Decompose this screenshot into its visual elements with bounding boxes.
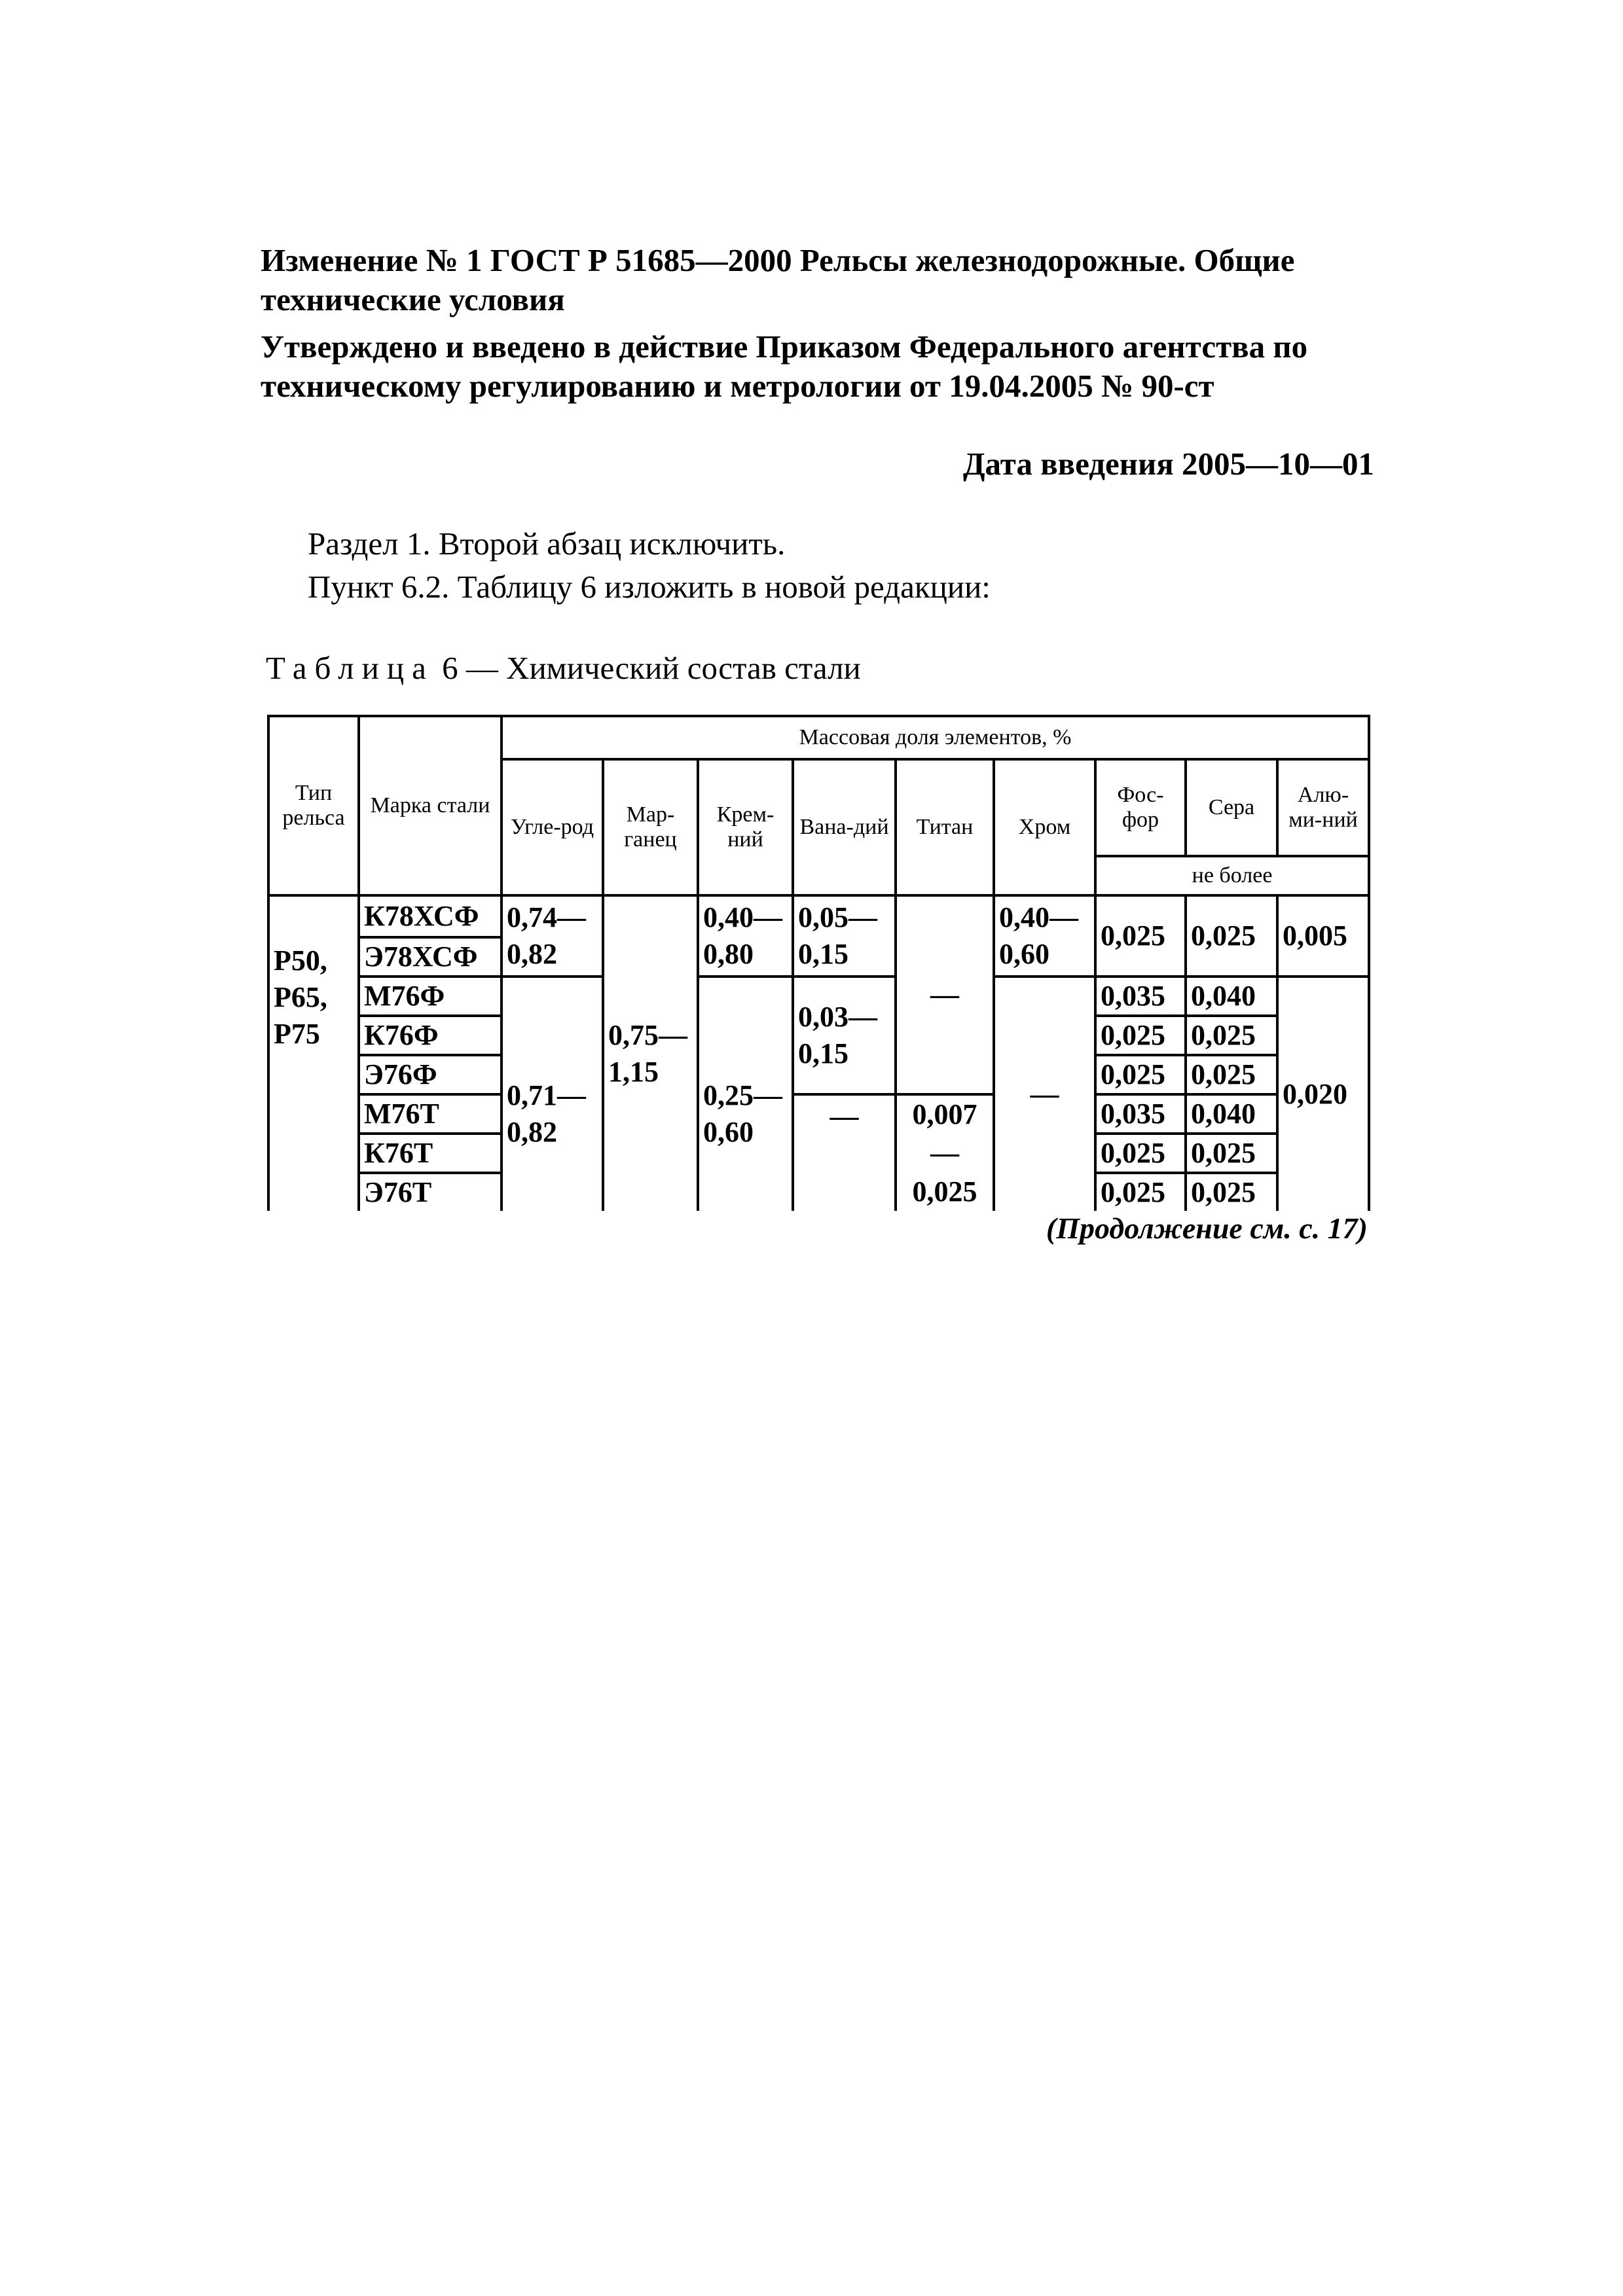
table-caption-title: 6 — Химический состав стали (433, 650, 861, 686)
cell-aluminum-hi: 0,005 (1277, 895, 1369, 977)
value-line: 0,25— (703, 1079, 782, 1111)
header-titanium: Титан (896, 759, 994, 895)
value-line: 0,74— (507, 901, 586, 933)
cell-vanadium-mid (793, 977, 896, 1094)
cell-sulfur-5: 0,040 (1186, 1094, 1277, 1134)
header-aluminum: Алю-ми-ний (1277, 759, 1369, 856)
cell-silicon-lo (698, 977, 793, 1211)
value-line: 0,05— (798, 901, 877, 933)
cell-chromium-hi (994, 895, 1095, 977)
cell-rail-types (268, 895, 359, 1211)
cell-vanadium-lo: — (793, 1094, 896, 1211)
cell-phosphorus-5: 0,035 (1095, 1094, 1186, 1134)
cell-titanium-m76t: 0,007 (896, 1094, 994, 1134)
cell-vanadium-hi (793, 895, 896, 977)
cell-carbon-lo (501, 977, 603, 1211)
rail-type-p65: Р65, (274, 981, 327, 1013)
value-line: 0,03— (798, 1001, 877, 1033)
rail-type-p50: Р50, (274, 944, 327, 977)
grade-k76f: К76Ф (359, 1016, 501, 1055)
grade-e76t: Э76Т (359, 1173, 501, 1211)
header-silicon: Крем-ний (698, 759, 793, 895)
value-line: 0,15 (798, 1037, 848, 1069)
value-line: 0,40— (999, 901, 1078, 933)
cell-titanium-hi: — (896, 895, 994, 1094)
cell-sulfur-1: 0,025 (1186, 895, 1277, 977)
cell-aluminum-lo: 0,020 (1277, 977, 1369, 1211)
rail-type-p75: Р75 (274, 1018, 320, 1050)
value-line: 0,82 (507, 938, 557, 970)
cell-phosphorus-7: 0,025 (1095, 1173, 1186, 1211)
value-line: 0,75— (608, 1019, 687, 1051)
grade-k78xsf: К78ХСФ (359, 895, 501, 937)
value-line: 0,15 (798, 938, 848, 970)
cell-sulfur-2: 0,040 (1186, 977, 1277, 1016)
paragraph-section-1: Раздел 1. Второй абзац исключить. (308, 526, 786, 562)
cell-sulfur-7: 0,025 (1186, 1173, 1277, 1211)
value-line: 0,71— (507, 1079, 586, 1111)
header-not-more: не более (1095, 856, 1369, 895)
cell-manganese (603, 895, 698, 1211)
grade-m76t: М76Т (359, 1094, 501, 1134)
grade-m76f: М76Ф (359, 977, 501, 1016)
header-rail-type: Тип рельса (268, 716, 359, 895)
value-line: 0,82 (507, 1116, 557, 1148)
effective-date: Дата введения 2005—10—01 (962, 446, 1374, 482)
cell-carbon-hi (501, 895, 603, 977)
table-caption-label: Таблица (266, 650, 434, 686)
header-steel-grade: Марка стали (359, 716, 501, 895)
value-line: 0,60 (703, 1116, 754, 1148)
cell-titanium-k76t: — (896, 1134, 994, 1173)
grade-k76t: К76Т (359, 1134, 501, 1173)
header-sulfur: Сера (1186, 759, 1277, 856)
cell-phosphorus-6: 0,025 (1095, 1134, 1186, 1173)
cell-phosphorus-3: 0,025 (1095, 1016, 1186, 1055)
header-vanadium: Вана-дий (793, 759, 896, 895)
cell-silicon-hi (698, 895, 793, 977)
header-manganese: Мар-ганец (603, 759, 698, 895)
table-caption (266, 649, 861, 687)
chemical-composition-table (267, 715, 1370, 1211)
header-chromium: Хром (994, 759, 1095, 895)
grade-e78xsf: Э78ХСФ (359, 937, 501, 977)
cell-sulfur-6: 0,025 (1186, 1134, 1277, 1173)
continuation-note: (Продолжение см. с. 17) (1046, 1211, 1368, 1245)
cell-chromium-lo: — (994, 977, 1095, 1211)
cell-phosphorus-1: 0,025 (1095, 895, 1186, 977)
header-mass-fraction: Массовая доля элементов, % (501, 716, 1369, 759)
value-line: 0,40— (703, 901, 782, 933)
value-line: 1,15 (608, 1056, 659, 1088)
value-line: 0,60 (999, 938, 1049, 970)
cell-sulfur-4: 0,025 (1186, 1055, 1277, 1094)
cell-phosphorus-2: 0,035 (1095, 977, 1186, 1016)
header-carbon: Угле-род (501, 759, 603, 895)
change-title: Изменение № 1 ГОСТ Р 51685—2000 Рельсы железнодорожные. Общие технические условия (261, 242, 1295, 317)
grade-e76f: Э76Ф (359, 1055, 501, 1094)
paragraph-clause-6-2: Пункт 6.2. Таблицу 6 изложить в новой редакции: (308, 569, 991, 605)
cell-titanium-e76t: 0,025 (896, 1173, 994, 1211)
approval-statement: Утверждено и введено в действие Приказом Федерального агентства по техническому регулированию и метрологии от 19.04.2005 № 90-ст (261, 329, 1308, 404)
value-line: 0,80 (703, 938, 754, 970)
cell-phosphorus-4: 0,025 (1095, 1055, 1186, 1094)
cell-sulfur-3: 0,025 (1186, 1016, 1277, 1055)
header-phosphorus: Фос-фор (1095, 759, 1186, 856)
